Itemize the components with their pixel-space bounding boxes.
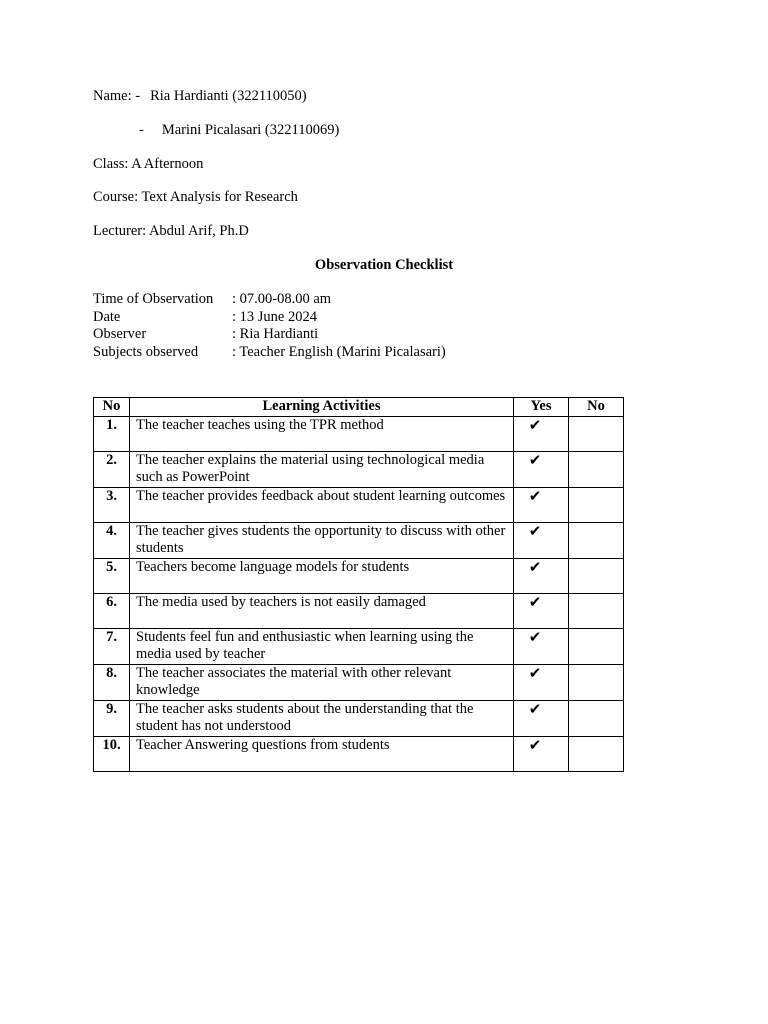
activity-text: Teachers become language models for students <box>130 558 514 593</box>
student-name-1: Ria Hardianti (322110050) <box>150 88 307 104</box>
checkmark-icon: ✔ <box>528 627 542 646</box>
info-label: Observer <box>93 326 147 342</box>
checkmark-icon: ✔ <box>528 592 542 611</box>
info-label: Date <box>93 308 121 325</box>
table-row <box>94 700 624 736</box>
yes-cell <box>514 700 569 736</box>
checkmark-icon: ✔ <box>528 735 542 754</box>
table-row <box>94 736 624 771</box>
table-row <box>94 664 624 700</box>
info-label: Time of Observation <box>93 291 214 307</box>
table-row <box>94 487 624 522</box>
no-cell <box>569 416 624 451</box>
row-number: 4. <box>94 522 130 558</box>
yes-cell <box>514 593 569 628</box>
course-line: Course: Text Analysis for Research <box>93 189 298 205</box>
activity-text: The media used by teachers is not easily damaged <box>130 593 514 628</box>
row-number: 7. <box>94 628 130 664</box>
activity-text: Teacher Answering questions from students <box>130 736 514 771</box>
no-cell <box>569 522 624 558</box>
checkmark-icon: ✔ <box>528 699 542 718</box>
row-number: 6. <box>94 593 130 628</box>
document-title: Observation Checklist <box>314 257 454 273</box>
name-line <box>93 87 307 105</box>
activity-text: The teacher teaches using the TPR method <box>130 416 514 451</box>
header-no-answer: No <box>569 398 624 417</box>
info-row <box>93 344 446 362</box>
class-line: Class: A Afternoon <box>93 156 204 172</box>
yes-cell <box>514 628 569 664</box>
row-number: 8. <box>94 664 130 700</box>
row-number: 2. <box>94 451 130 487</box>
checkmark-icon: ✔ <box>528 450 542 469</box>
no-cell <box>569 558 624 593</box>
no-cell <box>569 664 624 700</box>
info-value: : Teacher English (Marini Picalasari) <box>232 343 446 360</box>
checkmark-icon: ✔ <box>528 663 542 682</box>
row-number: 1. <box>94 416 130 451</box>
table-row <box>94 522 624 558</box>
table-row <box>94 558 624 593</box>
checkmark-icon: ✔ <box>528 486 542 505</box>
row-number: 5. <box>94 558 130 593</box>
no-cell <box>569 451 624 487</box>
header-no: No <box>94 398 130 417</box>
checkmark-icon: ✔ <box>528 521 542 540</box>
yes-cell <box>514 416 569 451</box>
info-row <box>93 291 446 309</box>
activity-text: Students feel fun and enthusiastic when learning using the media used by teacher <box>130 628 514 664</box>
activity-text: The teacher asks students about the understanding that the student has not understood <box>130 700 514 736</box>
no-cell <box>569 593 624 628</box>
checkmark-icon: ✔ <box>528 415 542 434</box>
yes-cell <box>514 736 569 771</box>
yes-cell <box>514 664 569 700</box>
activity-text: The teacher provides feedback about student learning outcomes <box>130 487 514 522</box>
table-row <box>94 451 624 487</box>
name-dash: - <box>139 122 144 138</box>
info-row <box>93 326 446 344</box>
row-number: 9. <box>94 700 130 736</box>
activity-text: The teacher explains the material using technological media such as PowerPoint <box>130 451 514 487</box>
header-learning-activities: Learning Activities <box>130 398 514 417</box>
table-body <box>94 416 624 771</box>
table-row <box>94 593 624 628</box>
activity-text: The teacher gives students the opportunity to discuss with other students <box>130 522 514 558</box>
name-label: Name: - <box>93 88 141 104</box>
info-value: : Ria Hardianti <box>232 326 319 342</box>
no-cell <box>569 487 624 522</box>
table-header-row <box>94 398 624 417</box>
lecturer-line: Lecturer: Abdul Arif, Ph.D <box>93 223 249 239</box>
info-value: : 13 June 2024 <box>232 308 317 325</box>
name-line-2 <box>139 121 339 139</box>
observation-info <box>93 291 446 361</box>
yes-cell <box>514 522 569 558</box>
yes-cell <box>514 487 569 522</box>
info-value: : 07.00-08.00 am <box>232 291 332 307</box>
observation-checklist-table <box>93 397 624 772</box>
yes-cell <box>514 558 569 593</box>
no-cell <box>569 736 624 771</box>
table-row <box>94 416 624 451</box>
no-cell <box>569 628 624 664</box>
activity-text: The teacher associates the material with other relevant knowledge <box>130 664 514 700</box>
row-number: 3. <box>94 487 130 522</box>
no-cell <box>569 700 624 736</box>
yes-cell <box>514 451 569 487</box>
row-number: 10. <box>94 736 130 771</box>
student-name-2: Marini Picalasari (322110069) <box>161 122 340 138</box>
header-yes: Yes <box>514 398 569 417</box>
info-row <box>93 309 446 327</box>
checkmark-icon: ✔ <box>528 557 542 576</box>
table-row <box>94 628 624 664</box>
info-label: Subjects observed <box>93 343 199 360</box>
